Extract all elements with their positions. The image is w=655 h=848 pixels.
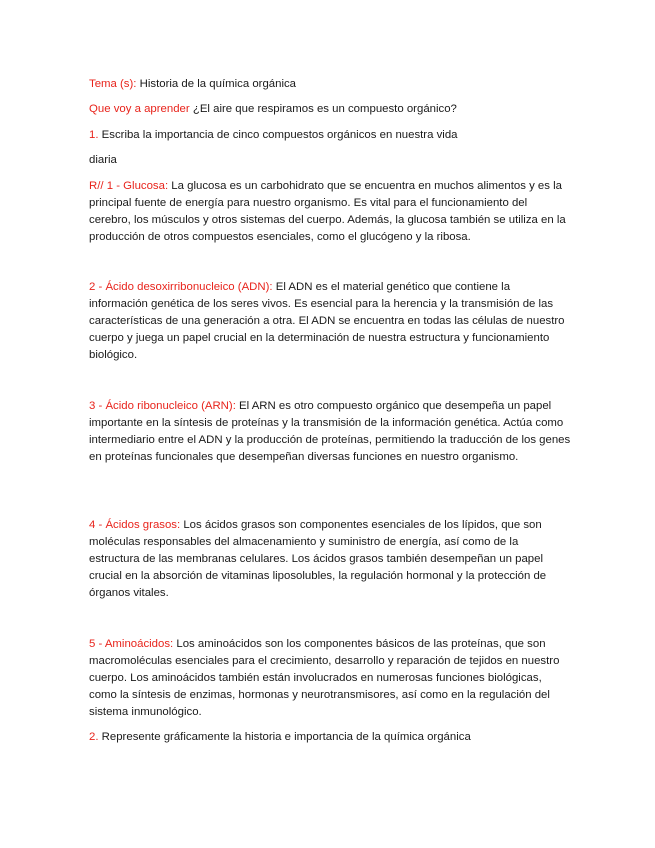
topic-label: Tema (s): bbox=[89, 78, 137, 90]
answer-body: Los ácidos grasos son componentes esenciales de los lípidos, que son moléculas responsables del almacenamiento y suministro de energía, así como de la estructura de las membranas celulares. Los ácidos grasos también desempeñan un papel crucial en la absorción de vitaminas liposolubles, la regulación hormonal y la protección de órganos vitales. bbox=[89, 519, 547, 599]
learn-line bbox=[89, 101, 569, 118]
answer-aminoacidos bbox=[89, 636, 571, 721]
answer-heading: R// 1 - Glucosa: bbox=[89, 180, 169, 192]
question-1-continuation: diaria bbox=[89, 154, 117, 166]
answer-glucosa bbox=[89, 178, 571, 246]
answer-heading: 5 - Aminoácidos: bbox=[89, 638, 174, 650]
question-2-text: Represente gráficamente la historia e importancia de la química orgánica bbox=[98, 731, 471, 743]
topic-value: Historia de la química orgánica bbox=[136, 78, 297, 90]
answer-body: La glucosa es un carbohidrato que se encuentra en muchos alimentos y es la principal fuente de energía para nuestro organismo. Es vital para el funcionamiento del cerebro, los músculos y otros sistemas del cuerpo. Además, la glucosa también se utiliza en la producción de otros compuestos esenciales, como el glucógeno y la ribosa. bbox=[89, 180, 566, 243]
learn-label: Que voy a aprender bbox=[89, 103, 193, 115]
topic-line bbox=[89, 76, 569, 93]
answer-heading: 3 - Ácido ribonucleico (ARN): bbox=[89, 400, 236, 412]
question-1-number: 1. bbox=[89, 129, 99, 141]
answer-heading: 4 - Ácidos grasos: bbox=[89, 519, 181, 531]
question-2-number: 2. bbox=[89, 731, 99, 743]
answer-arn bbox=[89, 398, 571, 466]
answer-body: Los aminoácidos son los componentes básicos de las proteínas, que son macromoléculas esenciales para el crecimiento, desarrollo y reparación de tejidos en nuestro cuerpo. Los aminoácidos también están involucrados en numerosas funciones biológicas, como la síntesis de enzimas, hormonas y neurotransmisores, así como en la regulación del sistema inmunológico. bbox=[89, 638, 560, 718]
answer-adn bbox=[89, 279, 571, 364]
question-1 bbox=[89, 127, 569, 144]
learn-question: ¿El aire que respiramos es un compuesto orgánico? bbox=[192, 103, 457, 115]
question-1-text: Escriba la importancia de cinco compuestos orgánicos en nuestra vida bbox=[98, 129, 458, 141]
answer-acidos-grasos bbox=[89, 517, 571, 602]
answer-body: El ARN es otro compuesto orgánico que desempeña un papel importante en la síntesis de proteínas y la transmisión de la información genética. Actúa como intermediario entre el ADN y la producción de proteínas, permitiendo la traducción de los genes en proteínas funcionales que desempeñan diversas funciones en nuestro organismo. bbox=[89, 400, 571, 463]
question-2 bbox=[89, 729, 569, 746]
answer-body: El ADN es el material genético que contiene la información genética de los seres vivos. Es esencial para la herencia y la transmisión de las características de una generación a otra. El ADN se encuentra en todas las células de nuestro cuerpo y juega un papel crucial en la determinación de nuestra estructura y funcionamiento biológico. bbox=[89, 281, 565, 361]
answer-heading: 2 - Ácido desoxirribonucleico (ADN): bbox=[89, 281, 273, 293]
